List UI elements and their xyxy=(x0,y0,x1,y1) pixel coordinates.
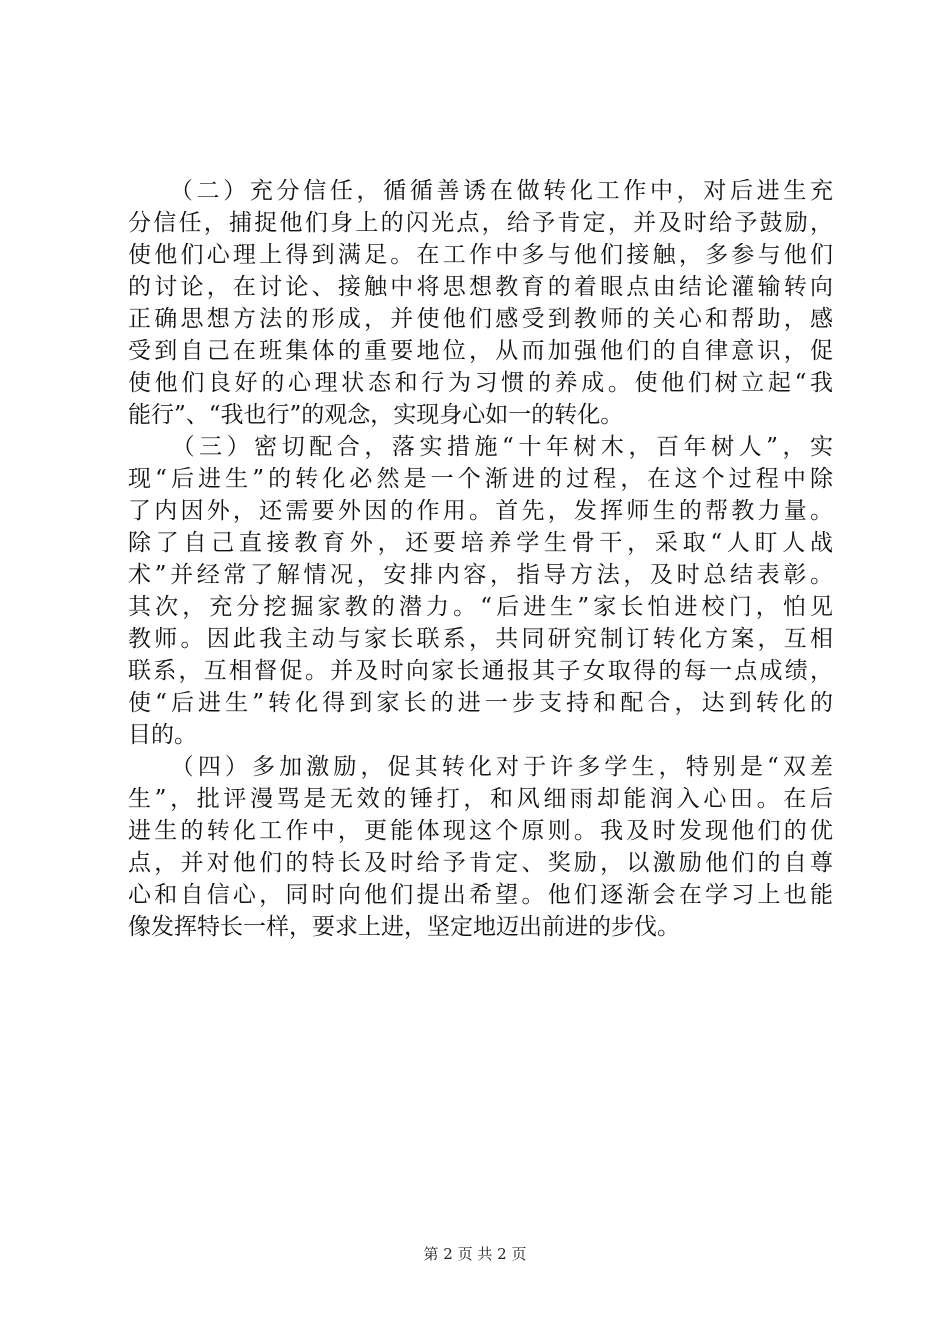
text-line: 使“后进生”转化得到家长的进一步支持和配合，达到转化的 xyxy=(128,690,833,716)
text-line: 使他们心理上得到满足。在工作中多与他们接触，多参与他们 xyxy=(128,242,833,268)
text-line: 点，并对他们的特长及时给予肯定、奖励，以激励他们的自尊 xyxy=(128,850,833,876)
text-line: 正确思想方法的形成，并使他们感受到教师的关心和帮助，感 xyxy=(128,306,833,332)
text-line: 分信任，捕捉他们身上的闪光点，给予肯定，并及时给予鼓励， xyxy=(128,210,833,236)
paragraph-3 xyxy=(128,431,833,751)
text-line: （三）密切配合，落实措施“十年树木，百年树人”，实 xyxy=(128,434,833,460)
text-line: 现“后进生”的转化必然是一个渐进的过程，在这个过程中除 xyxy=(128,466,833,492)
text-line: 能行”、“我也行”的观念，实现身心如一的转化。 xyxy=(128,402,624,428)
page-number-footer: 第 2 页 共 2 页 xyxy=(423,1245,527,1263)
text-line: 其次，充分挖掘家教的潜力。“后进生”家长怕进校门，怕见 xyxy=(128,594,833,620)
text-line: 目的。 xyxy=(128,722,197,748)
text-line: 的讨论，在讨论、接触中将思想教育的着眼点由结论灌输转向 xyxy=(128,274,833,300)
text-line: 术”并经常了解情况，安排内容，指导方法，及时总结表彰。 xyxy=(128,562,833,588)
text-line: 进生的转化工作中，更能体现这个原则。我及时发现他们的优 xyxy=(128,818,833,844)
document-body xyxy=(128,175,833,943)
text-line: （二）充分信任，循循善诱在做转化工作中，对后进生充 xyxy=(128,178,833,204)
text-line: 联系，互相督促。并及时向家长通报其子女取得的每一点成绩， xyxy=(128,658,833,684)
paragraph-4 xyxy=(128,751,833,943)
text-line: 除了自己直接教育外，还要培养学生骨干，采取“人盯人战 xyxy=(128,530,833,556)
paragraph-2 xyxy=(128,175,833,431)
text-line: 受到自己在班集体的重要地位，从而加强他们的自律意识，促 xyxy=(128,338,833,364)
text-line: 生”，批评漫骂是无效的锤打，和风细雨却能润入心田。在后 xyxy=(128,786,833,812)
text-line: 心和自信心，同时向他们提出希望。他们逐渐会在学习上也能 xyxy=(128,882,833,908)
text-line: 教师。因此我主动与家长联系，共同研究制订转化方案，互相 xyxy=(128,626,833,652)
text-line: 像发挥特长一样，要求上进，坚定地迈出前进的步伐。 xyxy=(128,914,680,940)
text-line: 了内因外，还需要外因的作用。首先，发挥师生的帮教力量。 xyxy=(128,498,833,524)
text-line: （四）多加激励，促其转化对于许多学生，特别是“双差 xyxy=(128,754,833,780)
text-line: 使他们良好的心理状态和行为习惯的养成。使他们树立起“我 xyxy=(128,370,833,396)
